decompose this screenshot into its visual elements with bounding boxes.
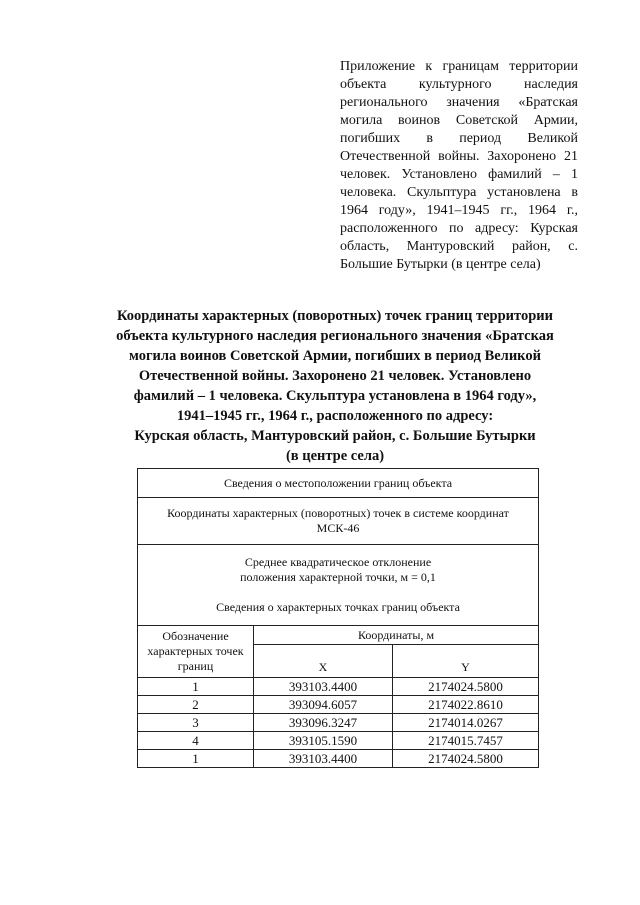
- x-cell: 393105.1590: [254, 732, 393, 750]
- table-row: [138, 545, 539, 626]
- heading-line: Отечественной войны. Захоронено 21 человек. Установлено: [138, 368, 532, 384]
- heading-line: фамилий – 1 человека. Скульптура установлена в 1964 году»,: [133, 388, 537, 404]
- point-cell: 3: [138, 714, 254, 732]
- location-title-cell: Сведения о местоположении границ объекта: [138, 469, 539, 498]
- col-y-header: Y: [393, 645, 539, 678]
- y-cell: 2174014.0267: [393, 714, 539, 732]
- table-header-row: [138, 626, 539, 645]
- heading-line: 1941–1945 гг., 1964 г., расположенного по адресу:: [176, 408, 494, 424]
- table-row: [138, 498, 539, 545]
- table-row: [138, 696, 539, 714]
- appendix-note: Приложение к границам территории объекта культурного наследия регионального значения «Братская могила воинов Советской Армии, погибших в период Великой Отечественной войны. Захоронено 21 человек. Установлено фамилий – 1 человека. Скульптура установлена в 1964 году», 1941–1945 гг., 1964 г., расположенного по адресу: Курская область, Мантуровский район, с. Большие Бутырки (в центре села): [340, 59, 578, 272]
- points-title: Сведения о характерных точках границ объекта: [216, 600, 460, 614]
- coordinates-table: [137, 468, 539, 768]
- deviation-line: положения характерной точки, м = 0,1: [240, 570, 436, 584]
- y-cell: 2174024.5800: [393, 678, 539, 696]
- heading-line: объекта культурного наследия регионального значения «Братская: [116, 328, 554, 344]
- deviation-line: Среднее квадратическое отклонение: [244, 555, 432, 569]
- y-cell: 2174024.5800: [393, 750, 539, 768]
- x-cell: 393103.4400: [254, 750, 393, 768]
- heading-line: могила воинов Советской Армии, погибших в период Великой: [129, 348, 541, 364]
- heading-line: Курская область, Мантуровский район, с. Большие Бутырки: [134, 428, 536, 444]
- point-cell: 1: [138, 678, 254, 696]
- document-heading: [100, 306, 570, 466]
- col-x-header: X: [254, 645, 393, 678]
- table-row: [138, 732, 539, 750]
- col-point-header: Обозначение характерных точек границ: [138, 626, 254, 678]
- point-cell: 1: [138, 750, 254, 768]
- deviation-cell: [138, 545, 539, 626]
- table-row: [138, 714, 539, 732]
- col-coords-header: Координаты, м: [254, 626, 539, 645]
- y-cell: 2174022.8610: [393, 696, 539, 714]
- y-cell: 2174015.7457: [393, 732, 539, 750]
- coord-system-cell: Координаты характерных (поворотных) точек в системе координат МСК-46: [138, 498, 539, 545]
- table-row: [138, 750, 539, 768]
- x-cell: 393096.3247: [254, 714, 393, 732]
- x-cell: 393103.4400: [254, 678, 393, 696]
- point-cell: 4: [138, 732, 254, 750]
- point-cell: 2: [138, 696, 254, 714]
- x-cell: 393094.6057: [254, 696, 393, 714]
- table-row: [138, 469, 539, 498]
- heading-line: Координаты характерных (поворотных) точек границ территории: [117, 308, 553, 324]
- heading-line: (в центре села): [285, 448, 385, 464]
- table-row: [138, 678, 539, 696]
